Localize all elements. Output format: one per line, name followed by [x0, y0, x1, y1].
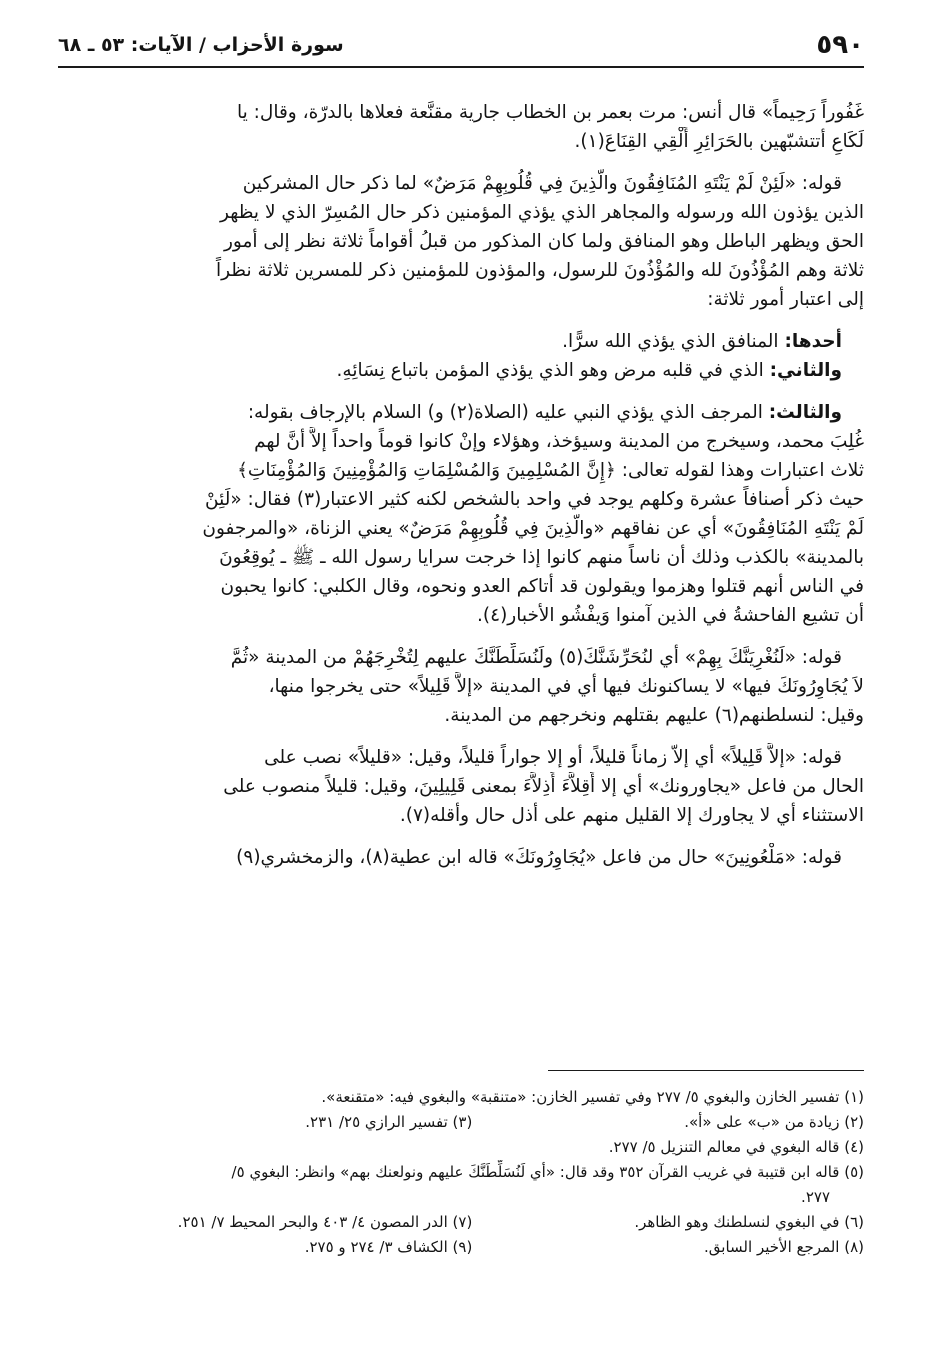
item-second [58, 356, 864, 385]
main-text [58, 98, 864, 872]
item-label: والثالث: [768, 402, 842, 423]
item-third [58, 398, 864, 427]
item-text: المرجف الذي يؤذي النبي عليه (الصلاة(٢) و) السلام بالإرجاف بقوله: [247, 402, 763, 423]
page-header [58, 28, 864, 68]
text-line: ثلاث اعتبارات وهذا لقوله تعالى: ﴿إِنَّ المُسْلِمِينَ وَالمُسْلِمَاتِ وَالمُؤْمِنِينَ وَالمُؤْمِنَاتِ﴾ [237, 460, 864, 481]
footnote-row [58, 1110, 864, 1135]
text-line: غَفُوراً رَحِيماً» قال أنس: مرت بعمر بن الخطاب جارية مقنَّعة فعلاها بالدرّة، وقال: يا [236, 102, 864, 123]
text-line: في الناس أنهم قتلوا وهزموا ويقولون قد أتاكم العدو ونحوه، وقال الكلبي: كانوا يحبون [220, 576, 864, 597]
text-line: قوله: «مَلْعُونِينَ» حال من فاعل «يُجَاوِرُونَكَ» قاله ابن عطية(٨)، والزمخشري(٩) [236, 847, 842, 868]
text-line: حيث ذكر أصنافاً عشرة وكلهم يوجد في واحد بالشخص لكنه كثير الاعتبار(٣) فقال: «لَئِنْ [205, 489, 864, 510]
text-line: أن تشيع الفاحشةُ في الذين آمنوا وَيفْشُو الأخبار(٤). [477, 605, 864, 626]
text-line: قوله: «لَنُغْرِيَنَّكَ بِهِمْ» أي لنُحَرِّشَنَّكَ(٥) ولَنُسَلِّطَنَّكَ عليهم لِتُخْرِجَهُمْ من المدينة «ثُمَّ [230, 647, 842, 668]
text-line: إلى اعتبار أمور ثلاثة: [707, 289, 864, 310]
item-text: الذي في قلبه مرض وهو الذي يؤذي المؤمن باتباع نِسَائِهِ. [336, 360, 764, 381]
text-line: قوله: «لَئِنْ لَمْ يَنْتَهِ المُنَافِقُونَ والَّذِينَ فِي قُلُوبِهِمْ مَرَضٌ» لما ذكر حال المشركين [242, 173, 842, 194]
text-line: لاَ يُجَاوِرُونَكَ فيها» لا يساكنونك فيها أي في المدينة «إلاَّ قَلِيلاً» حتى يخرجوا منها، [268, 676, 864, 697]
footnote: (٧) الدر المصون ٤/ ٤٠٣ والبحر المحيط ٧/ ٢٥١. [177, 1213, 473, 1231]
footnote: (٨) المرجع الأخير السابق. [704, 1238, 864, 1256]
running-title: سورة الأحزاب / الآيات: ٥٣ ـ ٦٨ [58, 34, 344, 56]
text-line: ثلاثة وهم المُؤْذُونَ لله والمُؤْذُونَ للرسول، والمؤذون للمؤمنين ذكر للمسرين ثلاثة نظراً [215, 260, 864, 281]
text-line: لَمْ يَنْتَهِ المُنَافِقُونَ» أي عن نفاقهم «والَّذِينَ فِي قُلُوبِهِمْ مَرَضٌ» يعني الزناة، «والمرجفون [202, 518, 864, 539]
footnote: (٩) الكشاف ٣/ ٢٧٤ و ٢٧٥. [304, 1238, 473, 1256]
text-line: الحال من فاعل «يجاورونك» أي إلا أَقِلاَّءَ أَذِلاَّءَ بمعنى قَلِيلِينَ، وقيل: قليلاً منصوب على [223, 776, 864, 797]
item-first [58, 327, 864, 356]
text-line: قوله: «إلاَّ قَلِيلاً» أي إلاّ زماناً قليلاً، أو إلا جواراً قليلاً، وقيل: «قليلاً» نصب على [264, 747, 842, 768]
text-line: الذين يؤذون الله ورسوله والمجاهر الذي يؤذي المؤمنين ذكر حال المُسِرّ الذي لا يظهر [220, 202, 864, 223]
text-line: الحق ويظهر الباطل وهو المنافق ولما كان المذكور من قبلُ أقواماً ثلاثة نظر إلى أمور [223, 231, 864, 252]
footnote-row [58, 1210, 864, 1235]
item-label: والثاني: [769, 360, 842, 381]
text-line: وقيل: لنسلطنهم(٦) عليهم بقتلهم ونخرجهم من المدينة. [444, 705, 864, 726]
footnote: (٢) زيادة من «ب» على «أ». [684, 1113, 864, 1131]
page-number: ٥٩٠ [816, 30, 864, 60]
item-text: المنافق الذي يؤذي الله سرًّا. [562, 331, 779, 352]
footnotes [58, 1085, 864, 1260]
item-label: أحدها: [784, 331, 842, 352]
footnote: ٢٧٧. [801, 1188, 830, 1206]
footnote: (١) تفسير الخازن والبغوي ٥/ ٢٧٧ وفي تفسير الخازن: «متنقبة» والبغوي فيه: «متقنعة». [321, 1088, 864, 1106]
footnote-rule [548, 1070, 864, 1071]
text-line: بالمدينة» بالكذب وذلك أن ناساً منهم كانوا إذا خرجت سرايا رسول الله ـ ﷺ ـ يُوقِعُونَ [219, 547, 864, 568]
footnote: (٦) في البغوي لنسلطنك وهو الظاهر. [634, 1213, 864, 1231]
footnote: (٤) قاله البغوي في معالم التنزيل ٥/ ٢٧٧. [608, 1138, 864, 1156]
footnote: (٣) تفسير الرازي ٢٥/ ٢٣١. [305, 1113, 473, 1131]
text-line: غُلِبَ محمد، وسيخرج من المدينة وسيؤخذ، وهؤلاء وإنْ كانوا قوماً واحداً إلاَّ أنَّ لهم [254, 431, 864, 452]
header-rule [58, 66, 864, 68]
footnote-row [58, 1235, 864, 1260]
text-line: لَكَاعِ أتتشبّهين بالحَرَائِرِ أَلْقِي القِنَاعَ(١). [574, 131, 864, 152]
text-line: الاستثناء أي لا يجاورك إلا القليل منهم على أذل حال وأقله(٧). [399, 805, 864, 826]
footnote: (٥) قاله ابن قتيبة في غريب القرآن ٣٥٢ وقد قال: «أي لَنُسَلِّطَنَّكَ عليهم ونولعنك بهم» وانظر: البغوي ٥/ [231, 1163, 864, 1181]
